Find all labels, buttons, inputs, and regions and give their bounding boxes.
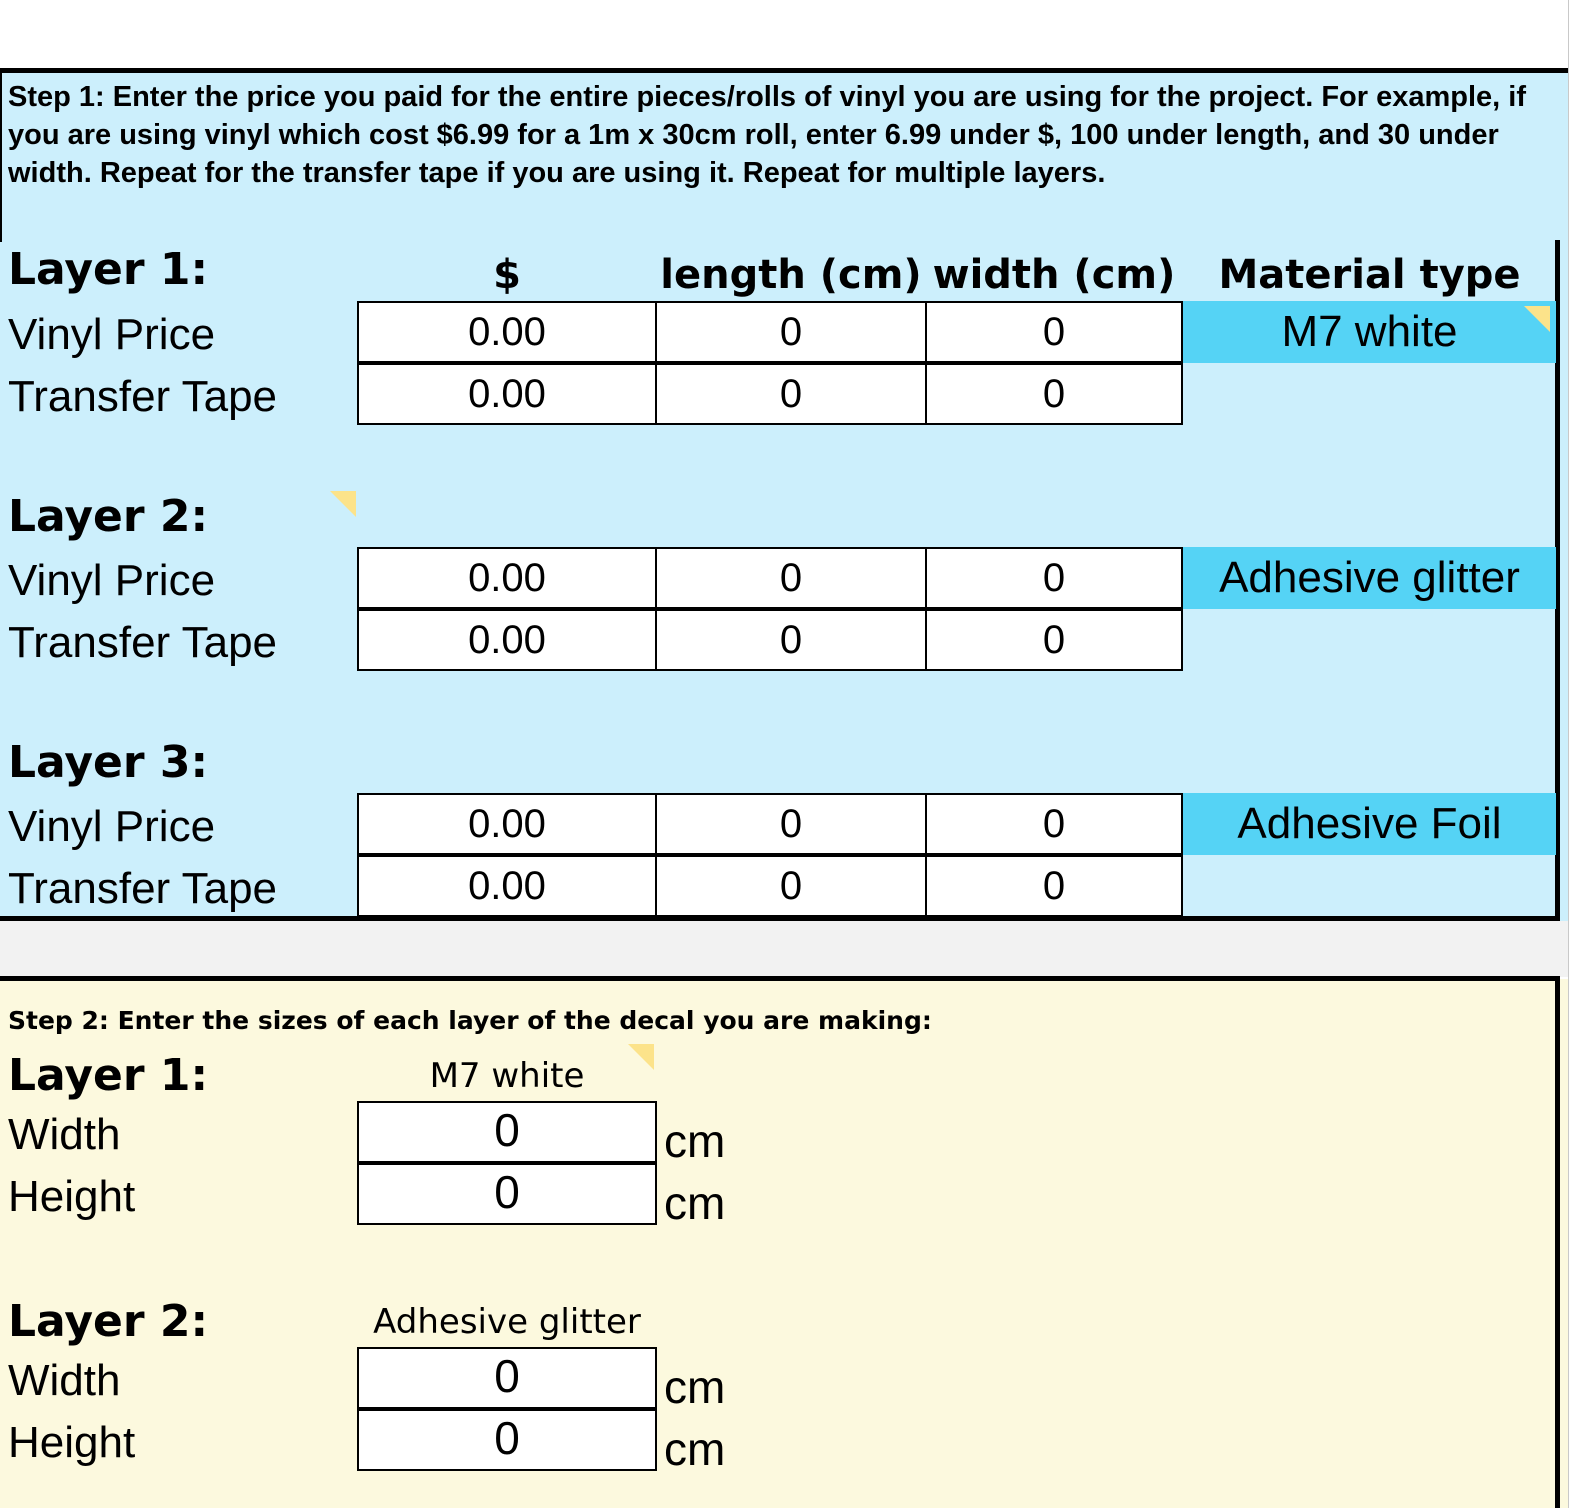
height-label: Height xyxy=(8,1172,136,1221)
layer2-tape-price-cell[interactable]: 0.00 xyxy=(357,609,657,671)
step1-layer-1-title: Layer 1: xyxy=(8,244,209,295)
layer3-vinyl-price-cell[interactable]: 0.00 xyxy=(357,793,657,855)
unit-label: cm xyxy=(664,1361,726,1413)
transfer-tape-label: Transfer Tape xyxy=(8,618,278,667)
layer1-vinyl-width-cell[interactable]: 0 xyxy=(925,301,1183,363)
height-label: Height xyxy=(8,1418,136,1467)
layer3-tape-width-cell[interactable]: 0 xyxy=(925,855,1183,917)
layer2-vinyl-width-cell[interactable]: 0 xyxy=(925,547,1183,609)
unit-label: cm xyxy=(664,1423,726,1475)
vinyl-price-label: Vinyl Price xyxy=(8,802,216,851)
comment-marker-icon[interactable] xyxy=(330,491,356,517)
layer3-vinyl-width-cell[interactable]: 0 xyxy=(925,793,1183,855)
step1-layer-2-title: Layer 2: xyxy=(8,491,209,542)
step1-border xyxy=(0,68,1584,73)
column-header-length: length (cm) xyxy=(660,252,922,298)
layer2-vinyl-price-cell[interactable]: 0.00 xyxy=(357,547,657,609)
step2-layer-1-material: M7 white xyxy=(429,1056,585,1096)
vinyl-price-label: Vinyl Price xyxy=(8,310,216,359)
width-label: Width xyxy=(8,1356,121,1405)
comment-marker-icon[interactable] xyxy=(1524,306,1550,332)
step2-section xyxy=(0,979,1568,1508)
layer2-vinyl-length-cell[interactable]: 0 xyxy=(655,547,927,609)
step2-border xyxy=(1555,976,1560,1508)
window-edge xyxy=(1568,0,1588,1508)
transfer-tape-label: Transfer Tape xyxy=(8,864,278,913)
transfer-tape-label: Transfer Tape xyxy=(8,372,278,421)
layer3-vinyl-length-cell[interactable]: 0 xyxy=(655,793,927,855)
layer1-material-cell[interactable]: M7 white xyxy=(1183,301,1556,363)
step2-layer-2-material: Adhesive glitter xyxy=(373,1302,641,1342)
step1-layer-3-title: Layer 3: xyxy=(8,737,209,788)
step2-layer-1-title: Layer 1: xyxy=(8,1050,209,1101)
layer2-height-cell[interactable]: 0 xyxy=(357,1409,657,1471)
layer1-height-cell[interactable]: 0 xyxy=(357,1163,657,1225)
layer2-material-cell[interactable]: Adhesive glitter xyxy=(1183,547,1556,609)
layer1-tape-price-cell[interactable]: 0.00 xyxy=(357,363,657,425)
layer3-tape-length-cell[interactable]: 0 xyxy=(655,855,927,917)
column-header-width: width (cm) xyxy=(932,252,1176,298)
step2-border xyxy=(0,976,1560,981)
unit-label: cm xyxy=(664,1115,726,1167)
layer2-width-cell[interactable]: 0 xyxy=(357,1347,657,1409)
layer2-tape-width-cell[interactable]: 0 xyxy=(925,609,1183,671)
layer1-width-cell[interactable]: 0 xyxy=(357,1101,657,1163)
step2-instructions: Step 2: Enter the sizes of each layer of the decal you are making: xyxy=(8,1006,932,1035)
width-label: Width xyxy=(8,1110,121,1159)
layer1-vinyl-length-cell[interactable]: 0 xyxy=(655,301,927,363)
comment-marker-icon[interactable] xyxy=(628,1044,654,1070)
layer1-vinyl-price-cell[interactable]: 0.00 xyxy=(357,301,657,363)
layer1-tape-length-cell[interactable]: 0 xyxy=(655,363,927,425)
column-header-price: $ xyxy=(493,252,521,298)
step2-layer-2-title: Layer 2: xyxy=(8,1296,209,1347)
column-header-material: Material type xyxy=(1218,252,1521,298)
layer1-tape-width-cell[interactable]: 0 xyxy=(925,363,1183,425)
section-gap xyxy=(0,921,1568,977)
layer2-tape-length-cell[interactable]: 0 xyxy=(655,609,927,671)
step1-instructions: Step 1: Enter the price you paid for the entire pieces/rolls of vinyl you are using for the project. For example, if you are using vinyl which cost $6.99 for a 1m x 30cm roll, enter 6.99 under $, 100 under length, and 30 under width. Repeat for the transfer tape if you are using it. Repeat for multiple layers. xyxy=(8,81,1526,189)
vinyl-price-label: Vinyl Price xyxy=(8,556,216,605)
unit-label: cm xyxy=(664,1177,726,1229)
layer3-material-cell[interactable]: Adhesive Foil xyxy=(1183,793,1556,855)
layer3-tape-price-cell[interactable]: 0.00 xyxy=(357,855,657,917)
step1-border xyxy=(0,70,2,242)
